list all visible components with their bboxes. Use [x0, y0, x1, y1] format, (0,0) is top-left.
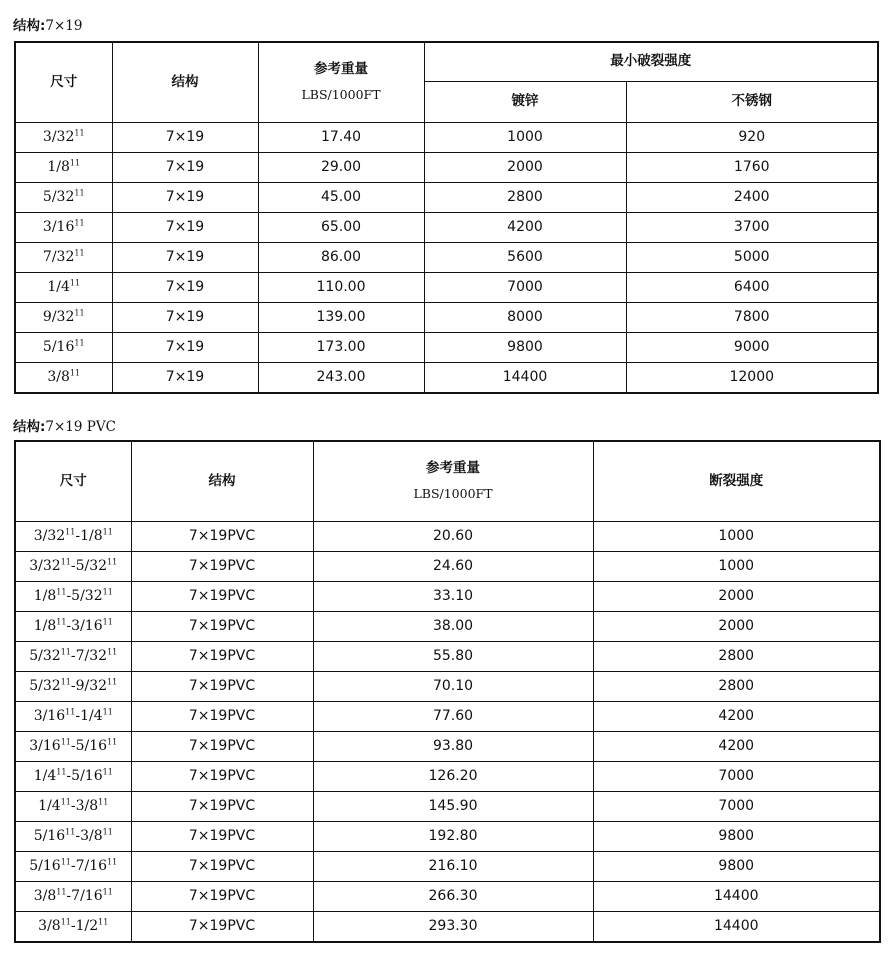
structure-cell: 7×19PVC [131, 521, 313, 551]
inch-mark: 11 [60, 917, 71, 927]
structure-cell: 7×19 [112, 272, 258, 302]
structure-cell: 7×19 [112, 332, 258, 362]
size-value: 1/4 [47, 279, 70, 295]
galvanized-cell: 2800 [424, 182, 626, 212]
size-range-cell [15, 581, 131, 611]
range-dash: - [66, 588, 72, 604]
table-row [15, 851, 880, 881]
weight-cell: 110.00 [258, 272, 424, 302]
table-row [15, 521, 880, 551]
size-range-cell [15, 671, 131, 701]
stainless-cell: 12000 [626, 362, 878, 393]
size-cell [15, 242, 112, 272]
table-row [15, 791, 880, 821]
table-row [15, 611, 880, 641]
inch-mark: 11 [107, 857, 118, 867]
table-row [15, 881, 880, 911]
structure-cell: 7×19PVC [131, 611, 313, 641]
size-to: 7/32 [75, 648, 108, 664]
inch-mark: 11 [74, 308, 85, 318]
range-dash: - [66, 888, 72, 904]
size-from: 3/8 [33, 888, 57, 904]
table-row [15, 302, 878, 332]
break-cell: 14400 [593, 911, 880, 942]
range-dash: - [75, 528, 81, 544]
weight-cell: 29.00 [258, 152, 424, 182]
break-cell: 14400 [593, 881, 880, 911]
size-to: 7/16 [71, 888, 103, 904]
table-row [15, 731, 880, 761]
size-to: 7/16 [75, 858, 108, 874]
inch-mark: 11 [102, 707, 113, 717]
galvanized-cell: 5600 [424, 242, 626, 272]
size-from: 1/4 [33, 768, 57, 784]
size-cell [15, 212, 112, 242]
size-cell [15, 152, 112, 182]
weight-cell: 77.60 [313, 701, 593, 731]
size-to: 5/32 [75, 558, 108, 574]
size-from: 1/8 [33, 588, 57, 604]
inch-mark: 11 [60, 677, 71, 687]
table-row [15, 182, 878, 212]
structure-cell: 7×19 [112, 182, 258, 212]
inch-mark: 11 [102, 527, 113, 537]
table1-caption-prefix: 结构: [13, 18, 46, 34]
break-cell: 7000 [593, 761, 880, 791]
header-min-break: 最小破裂强度 [424, 42, 878, 81]
inch-mark: 11 [102, 617, 113, 627]
inch-mark: 11 [102, 587, 113, 597]
weight-cell: 266.30 [313, 881, 593, 911]
structure-cell: 7×19PVC [131, 791, 313, 821]
header-size: 尺寸 [15, 42, 112, 122]
table-row [15, 581, 880, 611]
table1-caption [13, 14, 83, 34]
header-stainless: 不锈钢 [626, 81, 878, 122]
range-dash: - [70, 678, 76, 694]
inch-mark: 11 [60, 737, 71, 747]
weight-cell: 20.60 [313, 521, 593, 551]
inch-mark: 11 [98, 917, 109, 927]
size-to: 1/4 [80, 708, 103, 724]
header-galvanized: 镀锌 [424, 81, 626, 122]
weight-cell: 33.10 [313, 581, 593, 611]
size-value: 3/32 [42, 129, 75, 145]
galvanized-cell: 7000 [424, 272, 626, 302]
size-from: 1/4 [38, 798, 61, 814]
structure-cell: 7×19PVC [131, 761, 313, 791]
size-to: 5/32 [71, 588, 103, 604]
inch-mark: 11 [74, 188, 85, 198]
size-from: 5/16 [29, 858, 61, 874]
weight-cell: 70.10 [313, 671, 593, 701]
stainless-cell: 2400 [626, 182, 878, 212]
galvanized-cell: 8000 [424, 302, 626, 332]
size-to: 5/16 [75, 738, 108, 754]
inch-mark: 11 [102, 887, 113, 897]
weight-cell: 93.80 [313, 731, 593, 761]
galvanized-cell: 1000 [424, 122, 626, 152]
table-row [15, 671, 880, 701]
structure-cell: 7×19PVC [131, 641, 313, 671]
size-to: 3/8 [75, 798, 99, 814]
inch-mark: 11 [107, 737, 118, 747]
header-weight-unit: LBS/1000FT [413, 485, 493, 501]
size-cell [15, 362, 112, 393]
table-row [15, 821, 880, 851]
size-from: 1/8 [33, 618, 57, 634]
table-row [15, 641, 880, 671]
size-range-cell [15, 701, 131, 731]
structure-cell: 7×19PVC [131, 551, 313, 581]
structure-cell: 7×19PVC [131, 851, 313, 881]
galvanized-cell: 14400 [424, 362, 626, 393]
table-row [15, 761, 880, 791]
size-range-cell [15, 611, 131, 641]
structure-cell: 7×19PVC [131, 581, 313, 611]
size-from: 3/8 [38, 918, 61, 934]
size-from: 3/16 [29, 738, 61, 754]
galvanized-cell: 2000 [424, 152, 626, 182]
break-cell: 2000 [593, 581, 880, 611]
size-value: 5/32 [42, 189, 75, 205]
range-dash: - [75, 828, 81, 844]
weight-cell: 45.00 [258, 182, 424, 212]
table-row [15, 122, 878, 152]
size-range-cell [15, 761, 131, 791]
header-structure: 结构 [131, 441, 313, 521]
break-cell: 7000 [593, 791, 880, 821]
header-weight [313, 441, 593, 521]
weight-cell: 243.00 [258, 362, 424, 393]
size-value: 7/32 [42, 249, 75, 265]
range-dash: - [70, 738, 76, 754]
size-value: 9/32 [42, 309, 75, 325]
weight-cell: 65.00 [258, 212, 424, 242]
range-dash: - [70, 858, 76, 874]
inch-mark: 11 [56, 617, 67, 627]
weight-cell: 17.40 [258, 122, 424, 152]
table-row [15, 362, 878, 393]
break-cell: 1000 [593, 521, 880, 551]
inch-mark: 11 [69, 278, 81, 288]
inch-mark: 11 [74, 128, 85, 138]
inch-mark: 11 [107, 677, 118, 687]
range-dash: - [70, 558, 76, 574]
size-range-cell [15, 731, 131, 761]
size-from: 5/32 [29, 648, 61, 664]
size-range-cell [15, 791, 131, 821]
table-row [15, 332, 878, 362]
header-weight-label: 参考重量 [426, 460, 480, 477]
weight-cell: 216.10 [313, 851, 593, 881]
stainless-cell: 5000 [626, 242, 878, 272]
inch-mark: 11 [74, 338, 85, 348]
range-dash: - [66, 768, 72, 784]
weight-cell: 139.00 [258, 302, 424, 332]
inch-mark: 11 [107, 647, 118, 657]
break-cell: 2000 [593, 611, 880, 641]
inch-mark: 11 [74, 248, 85, 258]
weight-cell: 55.80 [313, 641, 593, 671]
structure-cell: 7×19 [112, 212, 258, 242]
inch-mark: 11 [60, 797, 71, 807]
galvanized-cell: 4200 [424, 212, 626, 242]
structure-cell: 7×19 [112, 362, 258, 393]
size-range-cell [15, 521, 131, 551]
steel-wire-table [14, 41, 879, 394]
size-to: 1/2 [75, 918, 99, 934]
size-range-cell [15, 641, 131, 671]
size-to: 1/8 [80, 528, 103, 544]
size-from: 3/32 [29, 558, 61, 574]
size-value: 5/16 [42, 339, 75, 355]
structure-cell: 7×19PVC [131, 731, 313, 761]
stainless-cell: 920 [626, 122, 878, 152]
weight-cell: 24.60 [313, 551, 593, 581]
table-row [15, 272, 878, 302]
stainless-cell: 3700 [626, 212, 878, 242]
break-cell: 9800 [593, 851, 880, 881]
size-cell [15, 182, 112, 212]
break-cell: 2800 [593, 641, 880, 671]
galvanized-cell: 9800 [424, 332, 626, 362]
size-from: 3/32 [33, 528, 66, 544]
size-to: 3/16 [71, 618, 103, 634]
size-cell [15, 302, 112, 332]
weight-cell: 293.30 [313, 911, 593, 942]
inch-mark: 11 [65, 827, 76, 837]
inch-mark: 11 [69, 368, 81, 378]
size-range-cell [15, 821, 131, 851]
size-cell [15, 272, 112, 302]
size-value: 1/8 [47, 159, 70, 175]
size-from: 5/32 [29, 678, 61, 694]
structure-cell: 7×19PVC [131, 671, 313, 701]
size-cell [15, 122, 112, 152]
structure-cell: 7×19PVC [131, 881, 313, 911]
inch-mark: 11 [98, 797, 109, 807]
structure-cell: 7×19 [112, 242, 258, 272]
structure-cell: 7×19 [112, 302, 258, 332]
size-range-cell [15, 881, 131, 911]
stainless-cell: 1760 [626, 152, 878, 182]
size-from: 5/16 [33, 828, 66, 844]
table-row [15, 551, 880, 581]
inch-mark: 11 [102, 767, 113, 777]
table-row [15, 212, 878, 242]
table2-caption [13, 415, 116, 435]
range-dash: - [70, 798, 76, 814]
inch-mark: 11 [60, 857, 71, 867]
weight-cell: 145.90 [313, 791, 593, 821]
break-cell: 4200 [593, 701, 880, 731]
size-range-cell [15, 851, 131, 881]
break-cell: 4200 [593, 731, 880, 761]
break-cell: 9800 [593, 821, 880, 851]
table-row [15, 242, 878, 272]
inch-mark: 11 [65, 527, 76, 537]
table-row [15, 152, 878, 182]
table-row [15, 911, 880, 942]
inch-mark: 11 [65, 707, 76, 717]
structure-cell: 7×19PVC [131, 701, 313, 731]
structure-cell: 7×19 [112, 152, 258, 182]
inch-mark: 11 [69, 158, 81, 168]
stainless-cell: 7800 [626, 302, 878, 332]
table2-caption-value: 7×19 PVC [45, 419, 116, 435]
range-dash: - [75, 708, 81, 724]
table2-caption-prefix: 结构: [13, 419, 46, 435]
weight-cell: 192.80 [313, 821, 593, 851]
inch-mark: 11 [56, 887, 67, 897]
inch-mark: 11 [74, 218, 85, 228]
stainless-cell: 9000 [626, 332, 878, 362]
size-to: 3/8 [80, 828, 103, 844]
break-cell: 1000 [593, 551, 880, 581]
range-dash: - [70, 918, 76, 934]
break-cell: 2800 [593, 671, 880, 701]
header-size: 尺寸 [15, 441, 131, 521]
size-to: 9/32 [75, 678, 108, 694]
inch-mark: 11 [56, 587, 67, 597]
inch-mark: 11 [60, 557, 71, 567]
header-break: 断裂强度 [593, 441, 880, 521]
header-weight [258, 42, 424, 122]
size-value: 3/16 [42, 219, 75, 235]
size-range-cell [15, 911, 131, 942]
structure-cell: 7×19PVC [131, 911, 313, 942]
pvc-wire-table [14, 440, 881, 943]
size-value: 3/8 [47, 369, 70, 385]
size-from: 3/16 [33, 708, 66, 724]
table1-caption-value: 7×19 [45, 18, 83, 34]
range-dash: - [70, 648, 76, 664]
structure-cell: 7×19 [112, 122, 258, 152]
weight-cell: 173.00 [258, 332, 424, 362]
weight-cell: 38.00 [313, 611, 593, 641]
header-weight-unit: LBS/1000FT [301, 86, 381, 102]
structure-cell: 7×19PVC [131, 821, 313, 851]
range-dash: - [66, 618, 72, 634]
stainless-cell: 6400 [626, 272, 878, 302]
inch-mark: 11 [56, 767, 67, 777]
size-range-cell [15, 551, 131, 581]
inch-mark: 11 [60, 647, 71, 657]
header-structure: 结构 [112, 42, 258, 122]
size-cell [15, 332, 112, 362]
size-to: 5/16 [71, 768, 103, 784]
inch-mark: 11 [102, 827, 113, 837]
inch-mark: 11 [107, 557, 118, 567]
table-row [15, 701, 880, 731]
header-weight-label: 参考重量 [314, 61, 368, 78]
weight-cell: 126.20 [313, 761, 593, 791]
weight-cell: 86.00 [258, 242, 424, 272]
